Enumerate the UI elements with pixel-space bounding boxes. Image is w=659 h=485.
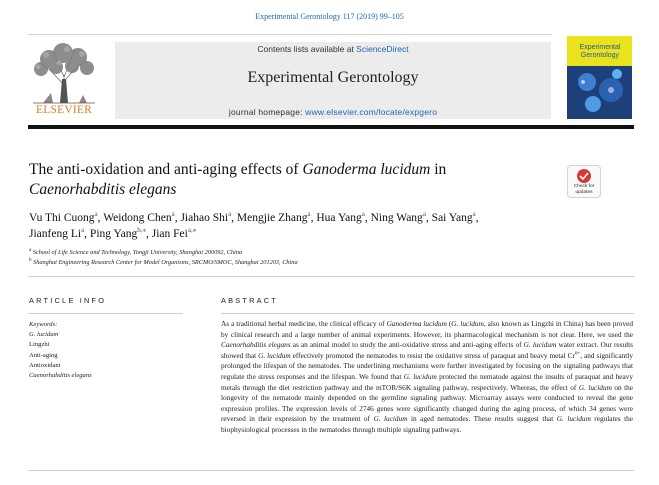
- author-name[interactable]: Ping Yang: [89, 228, 138, 240]
- check-updates-line2: updates: [575, 189, 593, 195]
- keyword-item[interactable]: Anti-aging: [29, 351, 58, 359]
- article-title: [29, 160, 549, 200]
- author-affiliation-mark[interactable]: a: [361, 210, 365, 219]
- author-name[interactable]: Ning Wang: [370, 212, 423, 224]
- keyword-item[interactable]: Lingzhi: [29, 341, 50, 349]
- affiliation-b: [29, 258, 629, 266]
- abstract-species-name: G. lucidum: [578, 382, 612, 392]
- author-name[interactable]: Vu Thi Cuong: [29, 212, 95, 224]
- affiliation-text: School of Life Science and Technology, Tongji University, Shanghai 200092, China: [32, 249, 243, 257]
- abstract-segment: effectively promoted the nematodes to resist the oxidative stress of paraquat and heavy metal Cr: [290, 350, 575, 360]
- author-separator: ,: [84, 228, 90, 240]
- contents-prefix: Contents lists available at: [257, 44, 357, 54]
- keyword-item[interactable]: G. lucidum: [29, 331, 59, 339]
- author-affiliation-mark[interactable]: a: [81, 226, 85, 235]
- author-affiliation-mark[interactable]: a: [171, 210, 175, 219]
- title-part1: The anti-oxidation and anti-aging effects of: [29, 161, 303, 178]
- abstract-segment: , also known as Lingzhi in China) has been proved by clinical research and a large number of animal experiments. However, its pharmacological mechanism is not clear. Here, we used the: [221, 319, 633, 339]
- footer-divider: [28, 470, 634, 471]
- cover-title: [570, 44, 630, 60]
- journal-masthead: [115, 42, 551, 119]
- article-info-heading: ARTICLE INFO: [29, 296, 107, 305]
- author-affiliation-mark[interactable]: a: [228, 210, 232, 219]
- abstract-rule: [221, 313, 634, 314]
- journal-title: Experimental Gerontology: [247, 69, 419, 86]
- author-name[interactable]: Jian Fei: [151, 228, 188, 240]
- abstract-species-name: G. lucidum: [373, 414, 408, 424]
- check-updates-icon: [568, 167, 600, 185]
- title-species: Ganoderma lucidum: [302, 161, 431, 178]
- abstract-species-name: Caenorhabditis elegans: [221, 340, 291, 350]
- abstract-segment: protected the nematode against the insults of paraquat and heavy metals through the diet restriction pathway and the mTOR/S6K signaling pathway, respectively. Whereas, the effect of: [221, 371, 633, 392]
- abstract-species-name: Ganoderma lucidum: [386, 319, 447, 328]
- header-divider: [28, 34, 552, 35]
- homepage-prefix: journal homepage:: [228, 107, 306, 117]
- keyword-item[interactable]: Antioxidant: [29, 361, 61, 369]
- cover-title-line1: Experimental: [579, 44, 621, 51]
- abstract-species-name: G. lucidum: [258, 350, 291, 360]
- keyword-item[interactable]: Caenorhabditis elegans: [29, 372, 92, 380]
- cover-artwork: [567, 60, 632, 119]
- cover-title-line2: Gerontology: [580, 52, 620, 59]
- affiliation-text: Shanghai Engineering Research Center for Model Organisms, SRCMO/SMOC, Shanghai 201203, China: [33, 259, 298, 267]
- article-info-rule: [28, 313, 183, 314]
- abstract-segment: As a traditional herbal medicine, the clinical efficacy of: [221, 319, 387, 328]
- contents-line: [115, 44, 551, 54]
- homepage-line: [115, 107, 551, 117]
- author-separator: ,: [310, 212, 317, 224]
- abstract-species-name: G. lucidum: [451, 319, 484, 328]
- abstract-segment: regulates the biophysiological processes in the nematodes through multiple signaling pathways.: [221, 414, 634, 434]
- abstract-segment: (: [446, 319, 452, 328]
- author-name[interactable]: Hua Yang: [316, 212, 362, 224]
- author-affiliation-mark[interactable]: a: [422, 210, 426, 219]
- author-name[interactable]: Sai Yang: [431, 212, 473, 224]
- abstract-heading: ABSTRACT: [221, 296, 279, 305]
- abstract-segment: in aged nematodes. These results suggest that: [407, 414, 557, 424]
- author-affiliation-mark[interactable]: a: [472, 210, 476, 219]
- sciencedirect-link[interactable]: ScienceDirect: [356, 44, 409, 54]
- author-name[interactable]: Weidong Chen: [103, 212, 172, 224]
- affiliation-mark: b: [29, 258, 32, 263]
- abstract-segment: , and significantly prolonged the lifespan of the nematodes. The underlining mechanisms were further investigated by focusing on the signaling pathways that regulate the stress responses and the lifespan. We found that: [221, 350, 633, 381]
- author-affiliation-mark[interactable]: a: [94, 210, 98, 219]
- author-name[interactable]: Jianfeng Li: [29, 228, 82, 240]
- abstract-text: [221, 319, 633, 436]
- keywords-block: [29, 320, 179, 381]
- abstract-superscript: 6+: [574, 351, 581, 357]
- author-affiliation-mark[interactable]: a,⁎: [187, 226, 197, 235]
- author-name[interactable]: Jiahao Shi: [180, 212, 229, 224]
- journal-citation[interactable]: Experimental Gerontology 117 (2019) 99–105: [255, 12, 404, 21]
- author-separator: ,: [364, 212, 371, 224]
- abstract-species-name: G. lucidum: [523, 340, 557, 350]
- section-divider: [28, 276, 634, 277]
- author-separator: ,: [475, 212, 479, 224]
- author-separator: ,: [97, 212, 104, 224]
- author-separator: ,: [231, 212, 237, 224]
- author-affiliation-mark[interactable]: a: [307, 210, 311, 219]
- abstract-segment: on the longevity of the nematode mainly depended on the germline signaling pathway. Microarray assays were conducted to reveal the gene expression profiles. The expression levels of 2746 genes were significantly changed during the aging process, of which 34 genes were reversed in their expression by the treatment of: [221, 382, 633, 424]
- journal-cover[interactable]: [567, 36, 632, 119]
- abstract-segment: as an animal model to study the anti-oxidative stress and anti-aging effects of: [290, 340, 524, 350]
- author-list: [29, 210, 629, 242]
- affiliation-a: [29, 248, 629, 256]
- journal-homepage-link[interactable]: www.elsevier.com/locate/expgero: [305, 107, 438, 117]
- check-for-updates-button[interactable]: [567, 165, 601, 198]
- abstract-species-name: G. lucidum: [556, 414, 591, 424]
- masthead-rule: [28, 125, 634, 129]
- abstract-species-name: G. lucidum: [403, 371, 437, 381]
- author-name[interactable]: Mengjie Zhang: [236, 212, 308, 224]
- keywords-label: Keywords:: [29, 321, 58, 328]
- author-separator: ,: [174, 212, 181, 224]
- title-part2: in: [430, 161, 447, 178]
- author-separator: ,: [425, 212, 432, 224]
- author-affiliation-mark[interactable]: b,⁎: [137, 226, 146, 235]
- author-separator: ,: [145, 228, 152, 240]
- affiliation-mark: a: [29, 248, 32, 253]
- check-updates-label: [568, 184, 600, 195]
- abstract-segment: water extract. Our results showed that: [221, 340, 634, 360]
- title-line2: Caenorhabditis elegans: [29, 181, 177, 198]
- publisher-name: ELSEVIER: [36, 104, 92, 116]
- check-updates-line1: Check for: [573, 184, 595, 189]
